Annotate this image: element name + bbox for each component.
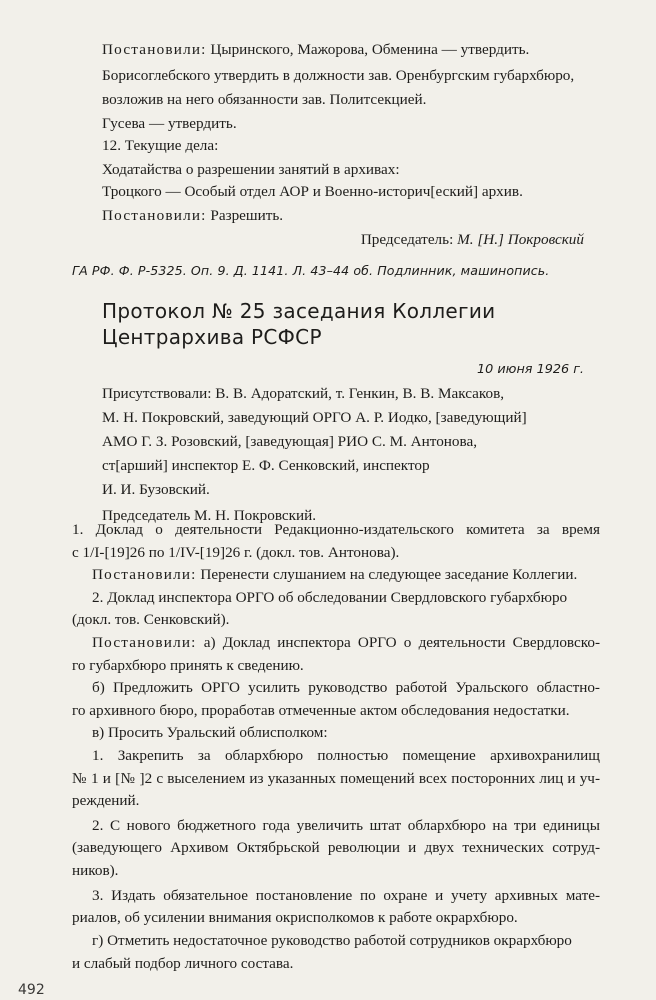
resolution-line-1 [102,40,529,60]
point-v-3-cont: риалов, об усилении внимания окрисполкомов к работе окрархбюро. [72,909,518,926]
agenda-item-2: 2. Доклад инспектора ОРГО об обследовании Свердловского губархбюро [92,589,568,606]
resolution-item-1 [92,565,577,585]
resolution-text: Разрешить. [210,207,284,224]
protocol-date: 10 июня 1926 г. [477,362,584,377]
point-v-1-cont: № 1 и [№ ]2 с выселением из указанных помещений всех посторонних лиц и уч- [72,770,600,787]
agenda-item-1-cont: с 1/I-[19]26 по 1/IV-[19]26 г. (докл. тов. Антонова). [72,544,400,561]
protocol-chairman: Председатель М. Н. Покровский. [102,507,317,524]
resolution-label: Постановили: [92,634,197,651]
resolution-text: Цыринского, Мажорова, Обменина — утвердить. [210,41,530,58]
chairman-signature [361,230,584,250]
resolution-item-2 [92,633,600,653]
point-v: в) Просить Уральский облисполком: [92,724,328,741]
point-v-1: 1. Закрепить за облархбюро полностью помещение архивохранилищ [92,747,600,764]
point-g-cont: и слабый подбор личного состава. [72,955,294,972]
point-v-3: 3. Издать обязательное постановление по охране и учету архивных мате- [92,887,600,904]
text-line: Троцкого — Особый отдел АОР и Военно-историч[еский] архив. [102,183,523,200]
point-v-1-cont: реждений. [72,792,140,809]
attendees-line: М. Н. Покровский, заведующий ОРГО А. Р. Иодко, [заведующий] [102,409,527,426]
resolution-label: Постановили: [102,41,207,58]
archive-citation: ГА РФ. Ф. Р-5325. Оп. 9. Д. 1141. Л. 43–44 об. Подлинник, машинопись. [72,263,550,278]
resolution-line-2 [102,206,283,226]
point-g: г) Отметить недостаточное руководство работой сотрудников окрархбюро [92,932,572,949]
text-line: Ходатайства о разрешении занятий в архивах: [102,161,400,178]
attendees-line: Присутствовали: В. В. Адоратский, т. Генкин, В. В. Максаков, [102,385,505,402]
protocol-title-line-1: Протокол № 25 заседания Коллегии [102,299,496,323]
attendees-line: И. И. Бузовский. [102,481,210,498]
section-heading-current-affairs: 12. Текущие дела: [102,137,219,154]
point-b-cont: го архивного бюро, проработав отмеченные актом обследования недостатки. [72,702,570,719]
text-line: Гусева — утвердить. [102,115,237,132]
agenda-item-2-cont: (докл. тов. Сенковский). [72,611,230,628]
point-v-2-cont: (заведующего Архивом Октябрьской революции и двух технических сотруд- [72,839,600,856]
chairman-label: Председатель: [360,231,454,248]
text-line: возложив на него обязанности зав. Политсекцией. [102,91,427,108]
text-line: Борисоглебского утвердить в должности зав. Оренбургским губархбюро, [102,67,575,84]
point-v-2: 2. С нового бюджетного года увеличить штат облархбюро на три единицы [92,817,600,834]
resolution-label: Постановили: [92,566,197,583]
chairman-name: М. [Н.] Покровский [457,231,584,248]
page-number: 492 [18,982,45,998]
attendees-line: ст[арший] инспектор Е. Ф. Сенковский, инспектор [102,457,430,474]
resolution-item-2-cont: го губархбюро принять к сведению. [72,657,304,674]
resolution-label: Постановили: [102,207,207,224]
resolution-text: а) Доклад инспектора ОРГО о деятельности Свердловско- [203,634,601,651]
attendees-line: АМО Г. З. Розовский, [заведующая] РИО С. М. Антонова, [102,433,478,450]
resolution-text: Перенести слушанием на следующее заседание Коллегии. [200,566,578,583]
agenda-item-1: 1. Доклад о деятельности Редакционно-издательского комитета за время [72,521,600,538]
protocol-title-line-2: Центрархива РСФСР [102,325,322,349]
point-b: б) Предложить ОРГО усилить руководство работой Уральского областно- [92,679,600,696]
point-v-2-cont: ников). [72,862,119,879]
